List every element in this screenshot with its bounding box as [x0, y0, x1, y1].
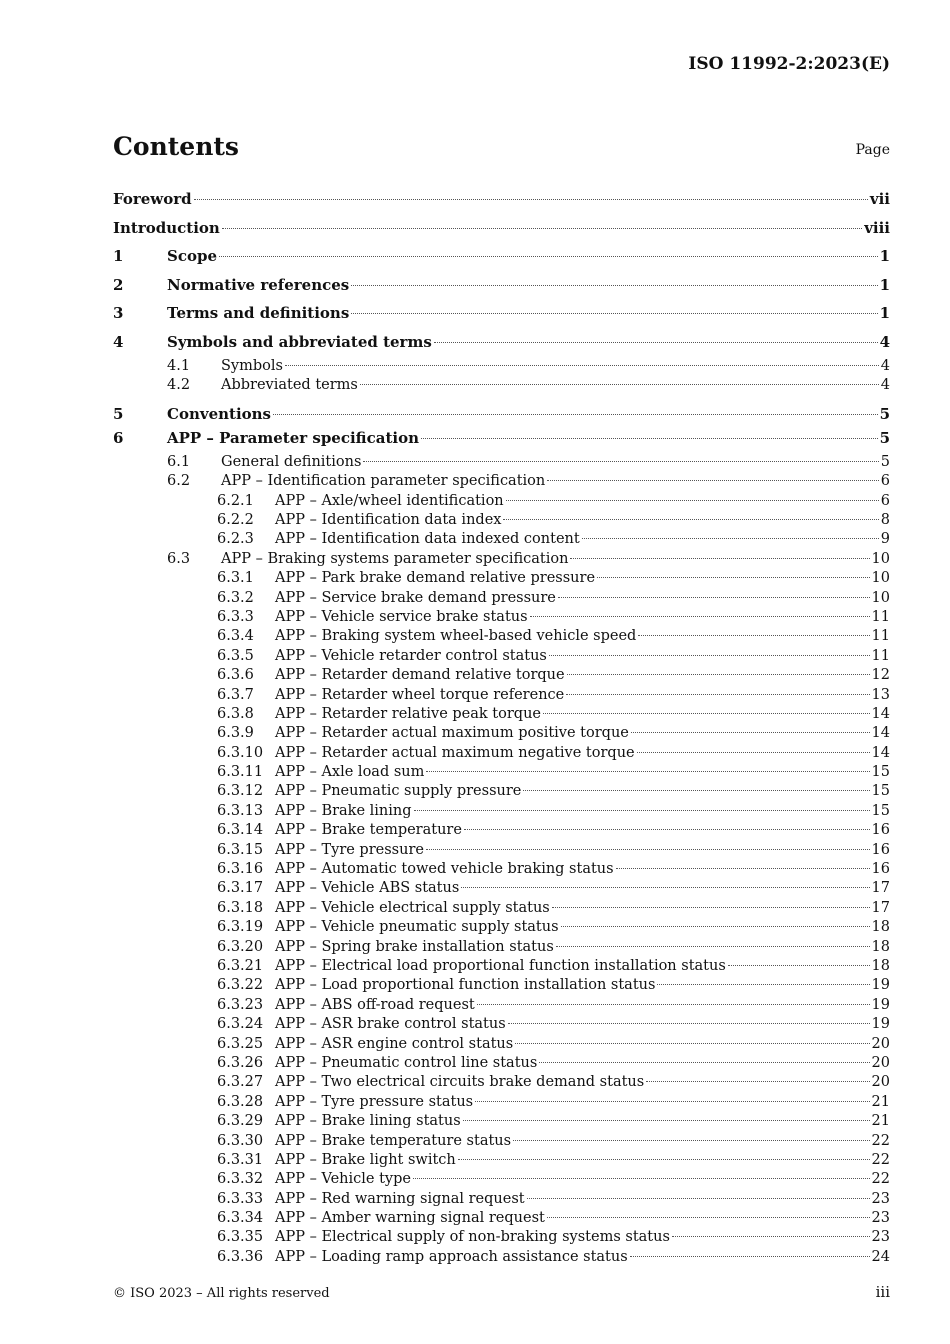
toc-entry-number: 6.3.26	[217, 1054, 264, 1071]
dot-leader	[363, 461, 878, 462]
toc-entry-title[interactable]: APP – Red warning signal request	[275, 1190, 525, 1207]
toc-entry-page: 15	[871, 802, 890, 819]
dot-leader	[728, 965, 870, 966]
toc-entry-number: 6.3.1	[217, 570, 254, 587]
toc-entry-number: 6.3.20	[217, 938, 264, 955]
toc-entry-number: 6.3.15	[217, 841, 264, 858]
dot-leader	[631, 732, 870, 733]
toc-entry-number: 4	[113, 332, 124, 351]
toc-entry[interactable]	[113, 271, 890, 300]
toc-entry-number: 3	[113, 304, 124, 323]
toc-entry[interactable]	[113, 879, 890, 898]
toc-entry-number: 6.3.33	[217, 1190, 264, 1207]
toc-entry-page: viii	[864, 218, 890, 237]
toc-entry-page: 18	[871, 957, 890, 974]
dot-leader	[638, 635, 869, 636]
toc-entry-number: 6.3.13	[217, 802, 264, 819]
footer-page-number: iii	[875, 1283, 890, 1301]
toc-entry-page: 5	[879, 429, 890, 448]
toc-entry-page: 23	[871, 1229, 890, 1246]
dot-leader	[616, 868, 870, 869]
toc-entry-title[interactable]: APP – Amber warning signal request	[275, 1210, 545, 1227]
toc-entry-page: 14	[871, 744, 890, 761]
dot-leader	[646, 1081, 869, 1082]
toc-entry-page: 20	[871, 1054, 890, 1071]
toc-entry[interactable]	[113, 1112, 890, 1131]
toc-entry[interactable]	[113, 328, 890, 357]
toc-entry-number: 6.2	[167, 473, 191, 490]
toc-entry-number: 6.3.16	[217, 861, 264, 878]
toc-entry-page: 10	[871, 550, 890, 567]
dot-leader	[421, 438, 878, 439]
toc-entry[interactable]	[113, 1054, 890, 1073]
dot-leader	[556, 946, 870, 947]
toc-entry-page: 1	[879, 247, 890, 266]
toc-entry-page: 20	[871, 1074, 890, 1091]
toc-entry-page: 16	[871, 841, 890, 858]
toc-entry[interactable]	[113, 627, 890, 646]
toc-entry-title[interactable]: APP – Vehicle service brake status	[275, 608, 528, 625]
toc-entry-title[interactable]: APP – Spring brake installation status	[275, 938, 554, 955]
dot-leader	[547, 480, 879, 481]
toc-entry[interactable]	[113, 1190, 890, 1209]
toc-entry-title[interactable]: APP – Braking systems parameter specification	[221, 550, 569, 567]
dot-leader	[351, 313, 877, 314]
toc-entry[interactable]	[113, 214, 890, 243]
toc-entry[interactable]	[113, 744, 890, 763]
toc-entry-title[interactable]: APP – ABS off-road request	[275, 996, 475, 1013]
toc-entry-number: 6.3.25	[217, 1035, 264, 1052]
toc-entry[interactable]	[113, 1248, 890, 1267]
toc-entry-title[interactable]: APP – Identification data index	[275, 512, 502, 528]
toc-entry[interactable]	[113, 724, 890, 743]
toc-entry-page: 22	[871, 1132, 890, 1149]
toc-entry-page: 22	[871, 1171, 890, 1188]
toc-entry-number: 6.3.11	[217, 764, 264, 781]
toc-entry-number: 6.3.2	[217, 589, 254, 606]
toc-entry-title[interactable]: Symbols and abbreviated terms	[167, 332, 432, 351]
toc-entry[interactable]	[113, 357, 890, 376]
toc-entry-title[interactable]: APP – Vehicle retarder control status	[275, 647, 547, 664]
toc-entry-number: 6.3.30	[217, 1132, 264, 1149]
dot-leader	[523, 790, 869, 791]
dot-leader	[549, 655, 870, 656]
toc-entry-number: 5	[113, 404, 124, 423]
toc-entry-page: 23	[871, 1210, 890, 1227]
toc-entry-title[interactable]: APP – Brake light switch	[275, 1151, 456, 1168]
toc-entry-number: 6.3.8	[217, 705, 254, 722]
toc-entry-number: 4.1	[167, 357, 191, 374]
toc-entry-page: 11	[871, 608, 890, 625]
toc-entry-number: 6.3.24	[217, 1016, 264, 1033]
toc-entry-title[interactable]: APP – Two electrical circuits brake demand status	[275, 1074, 645, 1091]
toc-entry-page: 22	[871, 1151, 890, 1168]
table-of-contents	[113, 185, 890, 1267]
toc-entry-title[interactable]: APP – ASR brake control status	[275, 1016, 506, 1033]
toc-entry[interactable]	[113, 1073, 890, 1092]
toc-entry[interactable]	[113, 802, 890, 821]
toc-entry-number: 6.3.35	[217, 1229, 264, 1246]
toc-entry-number: 6.3.14	[217, 822, 264, 839]
toc-entry[interactable]	[113, 899, 890, 918]
dot-leader	[597, 577, 870, 578]
dot-leader	[530, 616, 870, 617]
toc-entry[interactable]	[113, 1151, 890, 1170]
toc-entry-number: 6.2.2	[217, 512, 254, 528]
dot-leader	[513, 1140, 869, 1141]
dot-leader	[552, 907, 870, 908]
toc-entry-page: 9	[880, 531, 890, 548]
dot-leader	[414, 810, 870, 811]
toc-entry[interactable]	[113, 530, 890, 549]
toc-entry[interactable]	[113, 589, 890, 608]
dot-leader	[360, 384, 879, 385]
dot-leader	[547, 1217, 870, 1218]
toc-entry-page: 4	[879, 332, 890, 351]
toc-entry-page: 17	[871, 899, 890, 916]
dot-leader	[527, 1198, 870, 1199]
toc-entry-page: 4	[880, 357, 890, 374]
toc-entry-page: 1	[879, 304, 890, 323]
toc-entry-title[interactable]: APP – Pneumatic supply pressure	[275, 783, 522, 800]
toc-entry-number: 6.3.29	[217, 1113, 264, 1130]
toc-entry[interactable]	[113, 299, 890, 328]
toc-entry-title[interactable]: APP – Tyre pressure	[275, 841, 424, 858]
dot-leader	[637, 752, 870, 753]
toc-entry-title[interactable]: APP – Brake lining	[275, 802, 412, 819]
toc-entry-number: 6.3.27	[217, 1074, 264, 1091]
toc-entry-page: 17	[871, 880, 890, 897]
dot-leader	[219, 256, 878, 257]
toc-entry-title[interactable]: Terms and definitions	[167, 304, 350, 323]
toc-entry-title[interactable]: APP – Braking system wheel-based vehicle speed	[275, 628, 637, 645]
toc-entry-page: 18	[871, 919, 890, 936]
toc-entry-page: 1	[879, 275, 890, 294]
toc-entry-number: 6.2.1	[217, 492, 254, 509]
toc-entry-number: 6.3.4	[217, 628, 254, 645]
toc-entry-number: 6.3.21	[217, 957, 264, 974]
toc-entry[interactable]	[113, 405, 890, 424]
toc-entry[interactable]	[113, 1015, 890, 1034]
toc-entry-page: 4	[880, 376, 890, 393]
toc-entry-number: 2	[113, 275, 124, 294]
toc-entry-title[interactable]: Introduction	[113, 218, 220, 237]
dot-leader	[222, 228, 862, 229]
toc-entry-number: 6.3.28	[217, 1093, 264, 1110]
toc-entry[interactable]	[113, 472, 890, 491]
toc-entry-page: 14	[871, 725, 890, 742]
toc-entry-title[interactable]: APP – Axle/wheel identification	[275, 492, 504, 509]
toc-entry-title[interactable]: APP – Axle load sum	[275, 764, 425, 781]
toc-entry-title[interactable]: APP – Brake temperature	[275, 822, 462, 839]
toc-entry[interactable]	[113, 569, 890, 588]
dot-leader	[657, 984, 869, 985]
toc-entry-page: 6	[880, 473, 890, 490]
toc-entry-number: 6.3.34	[217, 1210, 264, 1227]
toc-entry-number: 4.2	[167, 376, 191, 393]
toc-entry-title[interactable]: APP – Vehicle electrical supply status	[275, 899, 550, 916]
document-id: ISO 11992-2:2023(E)	[688, 54, 890, 74]
toc-entry-page: 24	[871, 1248, 890, 1265]
toc-entry-number: 6.3.36	[217, 1248, 264, 1265]
toc-entry-number: 6.3.22	[217, 977, 264, 994]
toc-entry-title[interactable]: APP – Vehicle ABS status	[275, 880, 460, 897]
dot-leader	[567, 674, 870, 675]
toc-entry-number: 6.3.10	[217, 744, 264, 761]
dot-leader	[515, 1043, 869, 1044]
toc-entry-page: 5	[880, 453, 890, 470]
toc-entry-page: 16	[871, 822, 890, 839]
toc-entry-title[interactable]: APP – Parameter specification	[167, 429, 419, 448]
toc-entry-title[interactable]: Conventions	[167, 404, 271, 423]
toc-entry-title[interactable]: APP – Identification data indexed content	[275, 531, 580, 548]
toc-entry-number: 6.3.7	[217, 686, 254, 703]
toc-entry-page: 19	[871, 1016, 890, 1033]
toc-entry-page: 20	[871, 1035, 890, 1052]
toc-entry-title[interactable]: Symbols	[221, 357, 283, 374]
toc-entry-title[interactable]: APP – Retarder demand relative torque	[275, 667, 565, 684]
toc-entry[interactable]	[113, 821, 890, 840]
toc-entry-page: 21	[871, 1113, 890, 1130]
toc-entry-page: 12	[871, 667, 890, 684]
dot-leader	[543, 713, 870, 714]
toc-entry-title[interactable]: APP – ASR engine control status	[275, 1035, 514, 1052]
toc-entry-title[interactable]: APP – Load proportional function installation status	[275, 977, 656, 994]
toc-entry-page: 19	[871, 996, 890, 1013]
toc-entry[interactable]	[113, 1035, 890, 1054]
dot-leader	[285, 365, 879, 366]
dot-leader	[508, 1023, 870, 1024]
toc-entry[interactable]	[113, 666, 890, 685]
toc-entry-page: vii	[869, 190, 890, 208]
toc-entry-title[interactable]: APP – Park brake demand relative pressure	[275, 570, 596, 587]
toc-entry-number: 6.2.3	[217, 531, 254, 548]
toc-entry-number: 6.1	[167, 453, 191, 470]
toc-entry-number: 6.3.9	[217, 725, 254, 742]
dot-leader	[630, 1256, 870, 1257]
toc-entry-number: 6.3.23	[217, 996, 264, 1013]
dot-leader	[582, 538, 879, 539]
toc-entry-title[interactable]: APP – Electrical supply of non-braking systems status	[275, 1229, 670, 1246]
toc-entry[interactable]	[113, 511, 890, 530]
toc-entry-page: 21	[871, 1093, 890, 1110]
toc-entry-title[interactable]: Abbreviated terms	[221, 376, 358, 393]
toc-entry-page: 14	[871, 705, 890, 722]
toc-entry-title[interactable]: APP – Identification parameter specification	[221, 473, 546, 490]
dot-leader	[463, 1120, 870, 1121]
toc-entry[interactable]	[113, 938, 890, 957]
toc-entry-title[interactable]: APP – Pneumatic control line status	[275, 1054, 538, 1071]
toc-entry-number: 6.3	[167, 550, 191, 567]
toc-entry[interactable]	[113, 841, 890, 860]
toc-entry-title[interactable]: APP – Vehicle pneumatic supply status	[275, 919, 559, 936]
toc-entry[interactable]	[113, 1170, 890, 1189]
toc-entry-page: 11	[871, 647, 890, 664]
toc-entry[interactable]	[113, 686, 890, 705]
toc-entry[interactable]	[113, 376, 890, 395]
toc-entry[interactable]	[113, 860, 890, 879]
dot-leader	[672, 1236, 870, 1237]
toc-entry[interactable]	[113, 608, 890, 627]
toc-entry-title[interactable]: Scope	[167, 247, 218, 266]
toc-entry-title[interactable]: APP – Retarder wheel torque reference	[275, 686, 565, 703]
toc-entry-title[interactable]: APP – Electrical load proportional function installation status	[275, 957, 726, 974]
toc-entry-page: 16	[871, 861, 890, 878]
dot-leader	[570, 558, 869, 559]
toc-entry[interactable]	[113, 453, 890, 472]
toc-entry-number: 6.3.3	[217, 608, 254, 625]
toc-entry-number: 6.3.32	[217, 1171, 264, 1188]
dot-leader	[351, 285, 877, 286]
dot-leader	[566, 694, 869, 695]
dot-leader	[539, 1062, 869, 1063]
dot-leader	[426, 849, 870, 850]
toc-entry-title[interactable]: APP – Retarder relative peak torque	[275, 705, 541, 722]
toc-entry-title[interactable]: APP – Retarder actual maximum positive torque	[275, 725, 629, 742]
toc-entry[interactable]	[113, 705, 890, 724]
toc-entry-number: 6.3.18	[217, 899, 264, 916]
toc-entry[interactable]	[113, 647, 890, 666]
footer-copyright: © ISO 2023 – All rights reserved	[113, 1286, 330, 1301]
toc-entry[interactable]	[113, 976, 890, 995]
dot-leader	[434, 342, 878, 343]
toc-entry-title[interactable]: General definitions	[221, 453, 362, 470]
toc-entry-page: 15	[871, 764, 890, 781]
toc-entry-title[interactable]: APP – Loading ramp approach assistance status	[275, 1248, 628, 1265]
toc-entry-title[interactable]: APP – Brake lining status	[275, 1113, 461, 1130]
dot-leader	[475, 1101, 869, 1102]
dot-leader	[506, 500, 879, 501]
toc-entry[interactable]	[113, 1132, 890, 1151]
dot-leader	[458, 1159, 870, 1160]
dot-leader	[477, 1004, 870, 1005]
toc-entry-title[interactable]: APP – Brake temperature status	[275, 1132, 512, 1149]
toc-entry[interactable]	[113, 957, 890, 976]
toc-entry-page: 13	[871, 686, 890, 703]
toc-entry-title[interactable]: Normative references	[167, 275, 350, 294]
dot-leader	[464, 829, 870, 830]
toc-entry-title[interactable]: APP – Retarder actual maximum negative torque	[275, 744, 635, 761]
toc-entry-page: 8	[880, 512, 890, 528]
toc-entry[interactable]	[113, 424, 890, 453]
toc-entry-page: 18	[871, 938, 890, 955]
toc-entry[interactable]	[113, 242, 890, 271]
toc-entry[interactable]	[113, 782, 890, 801]
toc-entry-title[interactable]: APP – Service brake demand pressure	[275, 589, 556, 606]
toc-entry-title[interactable]: APP – Vehicle type	[275, 1171, 411, 1188]
toc-entry-page: 5	[879, 404, 890, 423]
toc-entry[interactable]	[113, 996, 890, 1015]
toc-entry-page: 11	[871, 628, 890, 645]
dot-leader	[503, 519, 878, 520]
toc-entry-number: 6	[113, 429, 124, 448]
toc-entry-number: 6.3.31	[217, 1151, 264, 1168]
toc-entry-title[interactable]: Foreword	[113, 190, 192, 208]
page-column-label: Page	[855, 142, 890, 158]
toc-entry[interactable]	[113, 763, 890, 782]
dot-leader	[194, 199, 868, 200]
toc-entry-title[interactable]: APP – Tyre pressure status	[275, 1093, 474, 1110]
toc-entry-number: 6.3.12	[217, 783, 264, 800]
toc-entry-page: 23	[871, 1190, 890, 1207]
toc-entry-page: 10	[871, 589, 890, 606]
dot-leader	[558, 597, 870, 598]
toc-entry[interactable]	[113, 918, 890, 937]
toc-entry[interactable]	[113, 1228, 890, 1247]
toc-entry-page: 19	[871, 977, 890, 994]
toc-entry-page: 6	[880, 492, 890, 509]
dot-leader	[561, 926, 870, 927]
dot-leader	[426, 771, 869, 772]
toc-entry-number: 6.3.5	[217, 647, 254, 664]
toc-entry[interactable]	[113, 550, 890, 569]
toc-entry-title[interactable]: APP – Automatic towed vehicle braking status	[275, 861, 614, 878]
toc-entry-page: 10	[871, 570, 890, 587]
toc-entry-number: 6.3.6	[217, 667, 254, 684]
contents-heading: Contents	[113, 132, 240, 161]
toc-entry-number: 1	[113, 247, 124, 266]
toc-entry-number: 6.3.19	[217, 919, 264, 936]
toc-entry[interactable]	[113, 1209, 890, 1228]
dot-leader	[461, 887, 869, 888]
dot-leader	[413, 1178, 870, 1179]
toc-entry-number: 6.3.17	[217, 880, 264, 897]
dot-leader	[273, 414, 878, 415]
toc-entry[interactable]	[113, 492, 890, 511]
toc-entry[interactable]	[113, 185, 890, 214]
toc-entry-page: 15	[871, 783, 890, 800]
toc-entry[interactable]	[113, 1093, 890, 1112]
